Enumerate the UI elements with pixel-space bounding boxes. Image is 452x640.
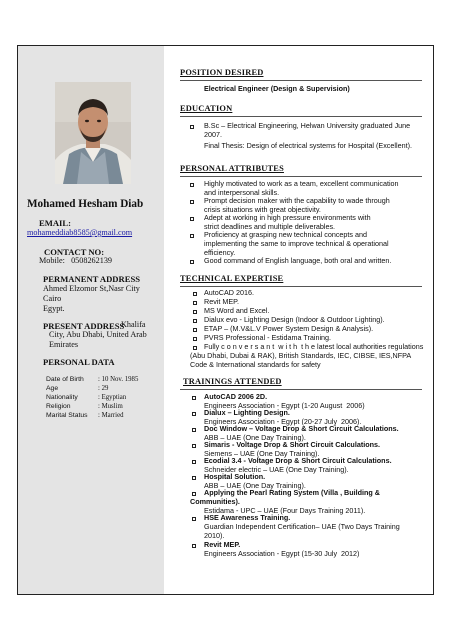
training-title: AutoCAD 2006 2D. (204, 392, 268, 401)
training-detail: Guardian Independent Certification– UAE (Two Days Training (204, 522, 400, 531)
attribute-line: Proficiency at grasping new technical concepts and (204, 230, 368, 239)
personal-data-row (46, 375, 138, 384)
profile-photo (55, 82, 131, 184)
section-divider (180, 80, 422, 81)
personal-data-row (46, 402, 123, 411)
education-heading: EDUCATION (180, 104, 233, 113)
attribute-line: crisis situations with great objectivity. (204, 205, 321, 214)
technical-item: MS Word and Excel. (204, 306, 270, 315)
training-detail: ABB – UAE (One Day Training). (204, 481, 306, 490)
present-address-line: Khalifa (121, 320, 146, 329)
training-title: Simaris - Voltage Drop & Short Circuit Calculations. (204, 440, 380, 449)
technical-item: AutoCAD 2016. (204, 288, 254, 297)
section-divider (180, 389, 422, 390)
bullet-icon (193, 337, 197, 341)
personal-data-label: Age (46, 385, 59, 392)
bullet-icon (193, 346, 197, 350)
training-detail: Engineers Association - Egypt (20-27 July 2006). (204, 417, 362, 426)
training-title: Revit MEP. (204, 540, 241, 549)
present-address-line: City, Abu Dhabi, United Arab (49, 330, 147, 339)
bullet-icon (193, 310, 197, 314)
section-divider (180, 286, 422, 287)
personal-data-value: : Muslim (98, 403, 123, 410)
permanent-address-line: Egypt. (43, 304, 65, 313)
training-detail: Engineers Association - Egypt (1-20 August 2006) (204, 401, 365, 410)
personal-data-value: : 29 (98, 385, 109, 392)
personal-data-label: Marital Status (46, 412, 88, 419)
training-title: HSE Awareness Training. (204, 513, 291, 522)
position-heading: POSITION DESIRED (180, 68, 264, 77)
training-detail: Siemens – UAE (One Day Training). (204, 449, 320, 458)
personal-data-label: Date of Birth (46, 376, 84, 383)
contact-heading: CONTACT NO: (44, 247, 105, 257)
email-heading: EMAIL: (39, 218, 71, 228)
technical-item: ETAP – (M.V&L.V Power System Design & Analysis). (204, 324, 374, 333)
candidate-name: Mohamed Hesham Diab (27, 198, 144, 210)
bullet-icon (190, 200, 194, 204)
bullet-icon (193, 328, 197, 332)
attribute-line: Highly motivated to work as a team, excellent communication (204, 179, 399, 188)
technical-tail: (Abu Dhabi, Dubai & RAK), British Standards, IEC, CIBSE, IES,NFPA (190, 351, 412, 360)
technical-heading: TECHNICAL EXPERTISE (180, 274, 284, 283)
personal-data-row (46, 393, 126, 402)
bullet-icon (192, 517, 196, 521)
bullet-icon (192, 444, 196, 448)
training-detail: 2010). (204, 531, 225, 540)
attribute-line: efficiency. (204, 248, 236, 257)
permanent-address-line: Cairo (43, 294, 62, 303)
section-divider (180, 176, 422, 177)
bullet-icon (192, 412, 196, 416)
mobile-number: Mobile: 0508262139 (39, 256, 113, 265)
personal-data-label: Religion (46, 403, 71, 410)
bullet-icon (190, 234, 194, 238)
section-divider (180, 116, 422, 117)
training-title: Dialux – Lighting Design. (204, 408, 290, 417)
bullet-icon (193, 319, 197, 323)
bullet-icon (192, 492, 196, 496)
present-address-line: Emirates (49, 340, 79, 349)
training-detail: Engineers Association - Egypt (15-30 July 2012) (204, 549, 360, 558)
training-detail: Estidama - UPC – UAE (Four Days Training 2011). (204, 506, 366, 515)
education-thesis: Final Thesis: Design of electrical systems for Hospital (Excellent). (204, 141, 412, 150)
attribute-line: and interpersonal skills. (204, 188, 280, 197)
attributes-heading: PERSONAL ATTRIBUTES (180, 164, 284, 173)
training-title: Doc Window – Voltage Drop & Short Circuit Calculations. (204, 424, 399, 433)
education-line: 2007. (204, 130, 222, 139)
attribute-line: implementing the same to improve technical & operational (204, 239, 389, 248)
attribute-line: Prompt decision maker with the capability to wade through (204, 196, 390, 205)
training-title: Communities). (190, 497, 240, 506)
technical-item: Revit MEP. (204, 297, 240, 306)
personal-data-heading: PERSONAL DATA (43, 357, 115, 367)
bullet-icon (190, 125, 194, 129)
position-value: Electrical Engineer (Design & Supervision) (204, 84, 350, 93)
technical-item: Dialux evo - Lighting Design (Indoor & Outdoor Lighting). (204, 315, 385, 324)
bullet-icon (192, 396, 196, 400)
present-address-heading: PRESENT ADDRESS (43, 321, 125, 331)
education-line: B.Sc – Electrical Engineering, Helwan University graduated June (204, 121, 411, 130)
technical-item: PVRS Professional - Estidama Training. (204, 333, 332, 342)
bullet-icon (192, 460, 196, 464)
training-title: Applying the Pearl Rating System (Villa , Building & (204, 488, 380, 497)
attribute-line: strict deadlines and multiple deliverables. (204, 222, 336, 231)
bullet-icon (193, 301, 197, 305)
training-detail: ABB – UAE (One Day Training). (204, 433, 306, 442)
personal-data-label: Nationality (46, 394, 78, 401)
personal-data-value: : Egyptian (98, 394, 127, 401)
personal-data-value: : 10 Nov. 1985 (98, 376, 139, 383)
email-link[interactable]: mohameddiab8585@gmail.com (27, 228, 133, 237)
personal-data-row (46, 411, 123, 420)
bullet-icon (192, 476, 196, 480)
bullet-icon (193, 292, 197, 296)
attribute-line: Adept at working in high pressure environments with (204, 213, 371, 222)
personal-data-value: : Married (98, 412, 124, 419)
training-title: Ecodial 3.4 - Voltage Drop & Short Circuit Calculations. (204, 456, 392, 465)
bullet-icon (190, 260, 194, 264)
attribute-line: Good command of English language, both oral and written. (204, 256, 392, 265)
bullet-icon (192, 428, 196, 432)
bullet-icon (192, 544, 196, 548)
permanent-address-line: Ahmed Elzomor St,Nasr City (43, 284, 140, 293)
bullet-icon (190, 217, 194, 221)
trainings-heading: TRAININGS ATTENDED (183, 377, 282, 386)
personal-data-row (46, 384, 108, 393)
training-detail: Schneider electric – UAE (One Day Training). (204, 465, 349, 474)
bullet-icon (190, 183, 194, 187)
technical-tail: Code & International standards for safety (190, 360, 321, 369)
technical-item: Fully c o n v e r s a n t w i t h t h e latest local authorities regulations (204, 342, 424, 351)
portrait-image (55, 82, 131, 184)
training-title: Hospital Solution. (204, 472, 266, 481)
permanent-address-heading: PERMANENT ADDRESS (43, 274, 141, 284)
